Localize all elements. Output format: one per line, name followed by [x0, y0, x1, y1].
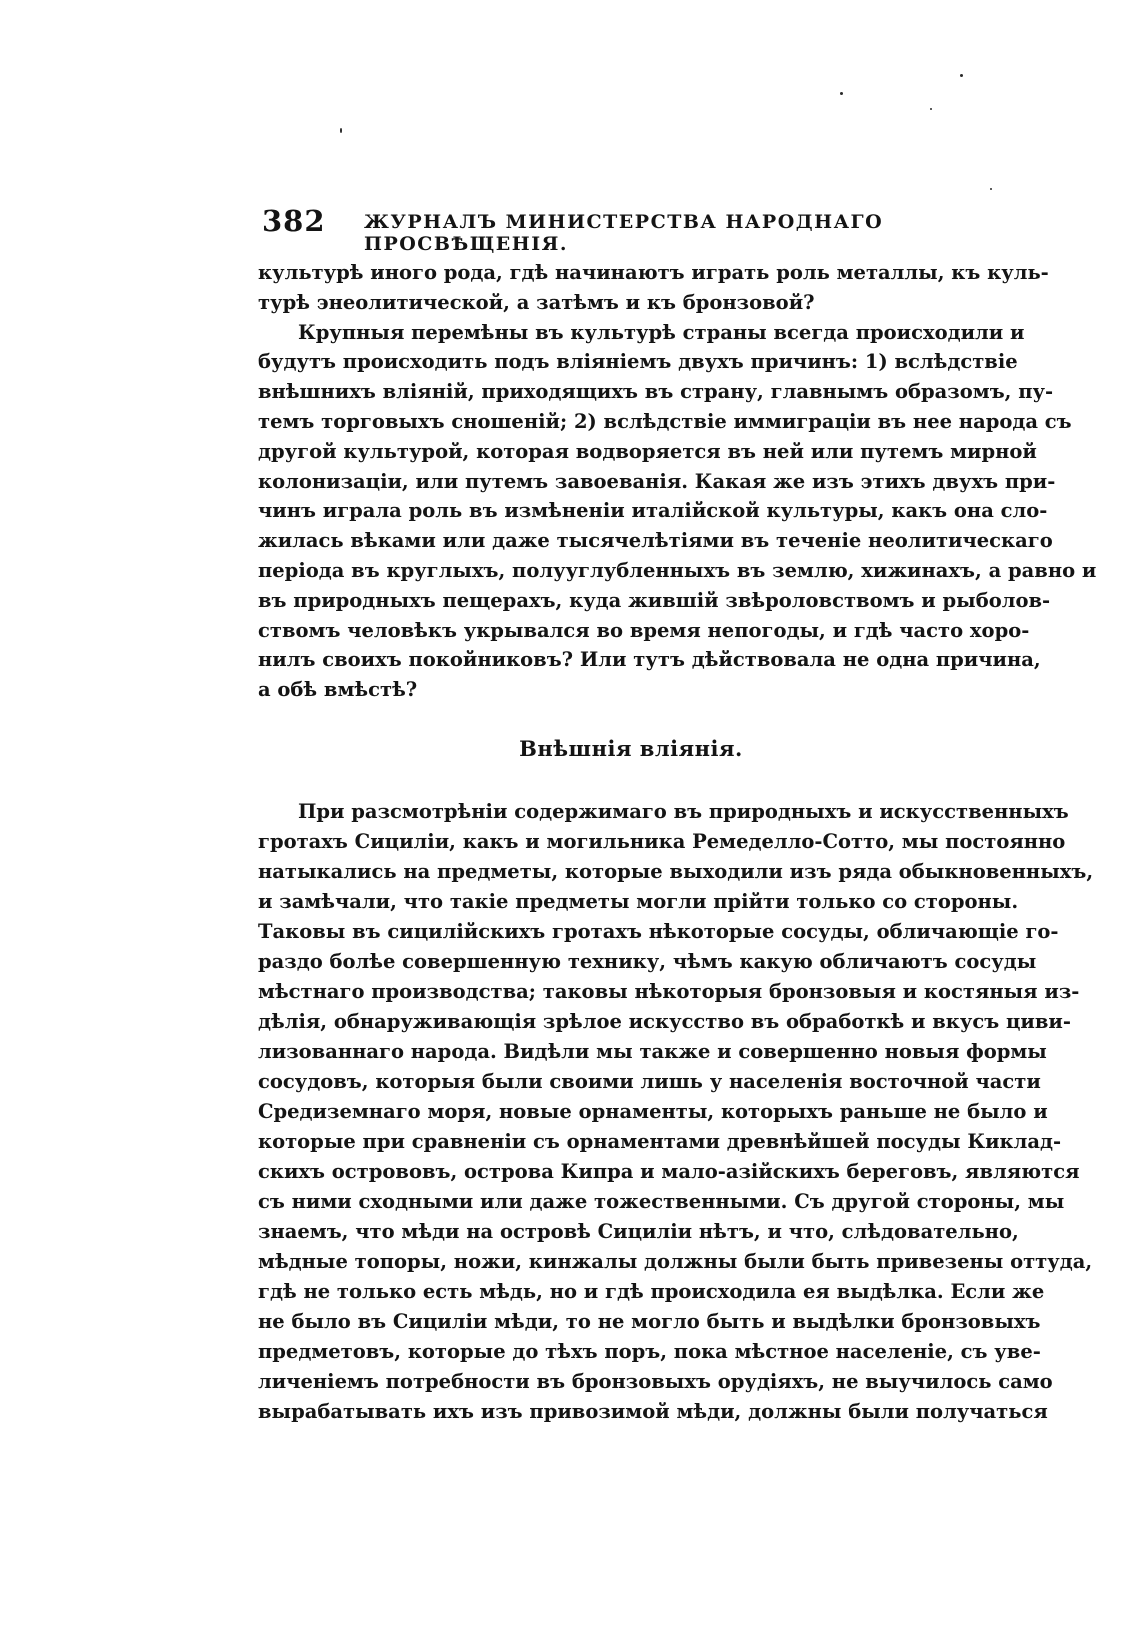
text-line: натыкались на предметы, которые выходили изъ ряда обыкновенныхъ,: [258, 860, 1094, 883]
text-line: Средиземнаго моря, новые орнаменты, которыхъ раньше не было и: [258, 1100, 1048, 1123]
text-line: жилась вѣками или даже тысячелѣтіями въ теченіе неолитическаго: [258, 529, 1053, 553]
page-header: [262, 204, 1002, 255]
text-line: культурѣ иного рода, гдѣ начинаютъ играть роль металлы, къ куль-: [258, 261, 1049, 284]
text-line: гдѣ не только есть мѣдь, но и гдѣ происходила ея выдѣлка. Если же: [258, 1280, 1045, 1303]
section-text-block: [258, 797, 1094, 1427]
running-head: ЖУРНАЛЪ МИНИСТЕРСТВА НАРОДНАГО ПРОСВѢЩЕНІЯ.: [364, 211, 884, 255]
text-line: При разсмотрѣніи содержимаго въ природныхъ и искусственныхъ: [298, 800, 1069, 823]
text-line: которые при сравненіи съ орнаментами древнѣйшей посуды Киклад-: [258, 1130, 1062, 1153]
scan-speck: [840, 92, 843, 95]
text-line: чинъ играла роль въ измѣненіи италійской культуры, какъ она сло-: [258, 499, 1048, 523]
text-line: вырабатывать ихъ изъ привозимой мѣди, должны были получаться: [258, 1400, 1048, 1423]
text-line: мѣдные топоры, ножи, кинжалы должны были быть привезены оттуда,: [258, 1250, 1093, 1273]
text-line: темъ торговыхъ сношеній; 2) вслѣдствіе иммиграціи въ нее народа съ: [258, 409, 1072, 433]
text-line: Крупныя перемѣны въ культурѣ страны всегда происходили и: [298, 320, 1025, 344]
scan-speck: [990, 188, 992, 190]
scan-speck: [340, 128, 342, 133]
text-line: мѣстнаго производства; таковы нѣкоторыя бронзовыя и костяныя из-: [258, 980, 1080, 1003]
section-heading: Внѣшнія вліянія.: [519, 736, 743, 761]
text-line: гротахъ Сициліи, какъ и могильника Ремеделло-Сотто, мы постоянно: [258, 830, 1066, 853]
text-line: личеніемъ потребности въ бронзовыхъ орудіяхъ, не выучилось само: [258, 1370, 1053, 1393]
text-line: скихъ острововъ, острова Кипра и мало-азійскихъ береговъ, являются: [258, 1160, 1080, 1183]
page-number: 382: [262, 204, 326, 238]
text-line: предметовъ, которые до тѣхъ поръ, пока мѣстное населеніе, съ уве-: [258, 1340, 1041, 1363]
text-line: будутъ происходить подъ вліяніемъ двухъ причинъ: 1) вслѣдствіе: [258, 350, 1018, 374]
text-line: колонизаціи, или путемъ завоеванія. Какая же изъ этихъ двухъ при-: [258, 469, 1056, 493]
text-line: нилъ своихъ покойниковъ? Или тутъ дѣйствовала не одна причина,: [258, 648, 1041, 672]
text-line: сосудовъ, которыя были своими лишь у населенія восточной части: [258, 1070, 1041, 1093]
text-line: другой культурой, которая водворяется въ ней или путемъ мирной: [258, 439, 1037, 463]
scan-speck: [960, 74, 963, 77]
text-line: періода въ круглыхъ, полууглубленныхъ въ землю, хижинахъ, а равно и: [258, 558, 1097, 582]
text-line: дѣлія, обнаруживающія зрѣлое искусство въ обработкѣ и вкусъ циви-: [258, 1010, 1071, 1033]
text-line: ствомъ человѣкъ укрывался во время непогоды, и гдѣ часто хоро-: [258, 618, 1030, 642]
intro-text-block: [258, 258, 1097, 705]
text-line: турѣ энеолитической, а затѣмъ и къ бронзовой?: [258, 290, 815, 314]
text-line: и замѣчали, что такіе предметы могли прійти только со стороны.: [258, 890, 1019, 913]
text-line: не было въ Сициліи мѣди, то не могло быть и выдѣлки бронзовыхъ: [258, 1310, 1041, 1333]
text-line: въ природныхъ пещерахъ, куда жившій звѣроловствомъ и рыболов-: [258, 588, 1051, 612]
text-line: знаемъ, что мѣди на островѣ Сициліи нѣтъ, и что, слѣдовательно,: [258, 1220, 1019, 1243]
scan-speck: [930, 108, 932, 110]
text-line: лизованнаго народа. Видѣли мы также и совершенно новыя формы: [258, 1040, 1047, 1063]
text-line: раздо болѣе совершенную технику, чѣмъ какую обличаютъ сосуды: [258, 950, 1037, 973]
text-line: Таковы въ сицилійскихъ гротахъ нѣкоторые сосуды, обличающіе го-: [258, 920, 1059, 943]
text-line: внѣшнихъ вліяній, приходящихъ въ страну, главнымъ образомъ, пу-: [258, 380, 1054, 404]
text-line: съ ними сходными или даже тожественными. Съ другой стороны, мы: [258, 1190, 1065, 1213]
text-line: а обѣ вмѣстѣ?: [258, 678, 418, 702]
